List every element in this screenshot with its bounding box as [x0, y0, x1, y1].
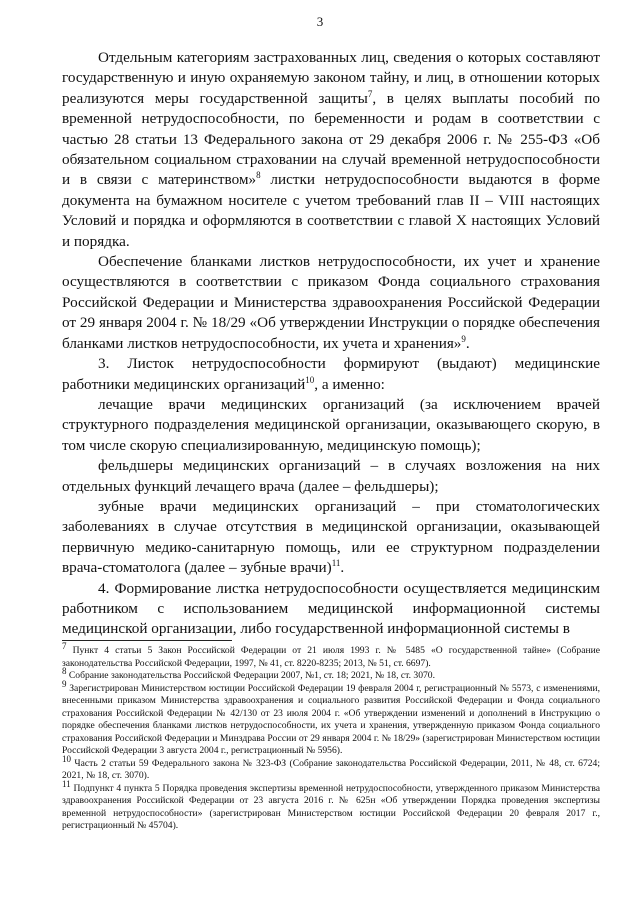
paragraph-text: , в целях выплаты пособий по временной нетрудоспособности, по беременности и родам в соответствии с частью 28 статьи 13 Федерального закона от 29 декабря 2006 г. № 255-ФЗ «Об обязательном социальном страховании на случай временной нетрудоспособности и в связи с материнством»: [62, 89, 600, 189]
footnote-7: [62, 640, 600, 670]
page-number: 3: [316, 14, 324, 29]
footnote-10: [62, 753, 600, 783]
footnote-number: 8: [62, 665, 67, 676]
footnote-text: Зарегистрирован Министерством юстиции Российской Федерации 19 февраля 2004 г, регистрационный № 5573, с изменениями, внесенными приказом Министерства здравоохранения и социального развития Российской Федерации и Фонда социального страхования Российской Федерации № 42/130 от 23 июля 2004 г. «Об утверждении изменений и дополнений в Инструкцию о порядке обеспечения бланками листков нетрудоспособности, их учета и хранения, утвержденную приказом Фонда социального страхования Российской Федерации и Минздрава России от 29 января 2004 г. № 18/29» (зарегистрирован Министерством юстиции Российской Федерации 3 августа 2004 г., регистрационный № 5956).: [62, 682, 600, 756]
footnote-text: Собрание законодательства Российской Федерации 2007, №1, ст. 18; 2021, № 18, ст. 3070.: [66, 670, 435, 681]
footnote-11: [62, 778, 600, 833]
paragraph-text: листки нетрудоспособности выдаются в форме документа на бумажном носителе с учетом требований глав II – VIII настоящих Условий и порядка и оформляются в соответствии с главой X настоящих Условий и порядка.: [62, 171, 600, 250]
footnotes: [62, 640, 600, 833]
footnote-number: 10: [62, 753, 71, 764]
footnote-text: Пункт 4 статьи 5 Закон Российской Федерации от 21 июля 1993 г. № 5485 «О государственной тайне» (Собрание законодательства Российской Федерации, 1997, № 41, ст. 8220-8235; 2013, № 51, ст. 6697).: [62, 645, 600, 669]
paragraph-dentists: [62, 497, 600, 579]
footnote-ref: 11: [331, 558, 341, 569]
paragraph-text: фельдшеры медицинских организаций – в случаях возложения на них отдельных функций лечащего врача (далее – фельдшеры);: [62, 457, 600, 495]
paragraph-text: Отдельным категориям застрахованных лиц, сведения о которых составляют государственную и иную охраняемую законом тайну, и лиц, в отношении которых реализуются меры государственной защиты: [62, 49, 600, 107]
paragraph-text: .: [340, 559, 345, 577]
paragraph-paramedics: [62, 456, 600, 497]
paragraph-text: лечащие врачи медицинских организаций (за исключением врачей структурного подразделения медицинской организации, оказывающего скорую, в том числе скорую специализированную, медицинскую помощь);: [62, 395, 600, 454]
paragraph-item-3: [62, 354, 600, 395]
footnote-text: Подпункт 4 пункта 5 Порядка проведения экспертизы временной нетрудоспособности, утвержденного приказом Министерства здравоохранения Российской Федерации от 23 августа 2016 г. № 625н «Об утверждении Порядка проведения экспертизы временной нетрудоспособности» (зарегистрирован Министерством юстиции Российской Федерации 20 февраля 2017 г., регистрационный № 45704).: [62, 782, 600, 831]
footnote-8: [62, 665, 600, 683]
paragraph-blanks: [62, 252, 600, 354]
footnote-9: [62, 678, 600, 758]
footnote-ref: 10: [305, 374, 315, 385]
paragraph-text: .: [465, 334, 470, 352]
footnote-divider: [62, 640, 232, 641]
footnote-ref: 8: [256, 170, 261, 181]
footnote-ref: 7: [367, 88, 373, 99]
footnote-number: 7: [62, 640, 67, 651]
paragraph-text: , а именно:: [314, 375, 385, 393]
footnote-ref: 9: [461, 333, 466, 344]
paragraph-text: зубные врачи медицинских организаций – при стоматологических заболеваниях в случае отсутствия в медицинской организации, оказывающей первичную медико-санитарную помощь, или ее структурном подразделении врача-стоматолога (далее – зубные врачи): [62, 497, 600, 577]
paragraph-text: Обеспечение бланками листков нетрудоспособности, их учет и хранение осуществляются в соответствии с приказом Фонда социального страхования Российской Федерации и Министерства здравоохранения Российской Федерации от 29 января 2004 г. № 18/29 «Об утверждении Инструкции о порядке обеспечения бланками листков нетрудоспособности, их учета и хранения»: [62, 253, 600, 352]
footnote-number: 9: [62, 678, 67, 689]
footnote-text: Часть 2 статьи 59 Федерального закона № 323-ФЗ (Собрание законодательства Российской Федерации, 2011, № 48, ст. 6724; 2021, № 18, ст. 3070).: [62, 757, 600, 781]
paragraph-text: 4. Формирование листка нетрудоспособности осуществляется медицинским работником с использованием медицинской информационной системы медицинской организации, либо государственной информационной системы в: [62, 579, 600, 638]
paragraph-doctors: [62, 395, 600, 456]
paragraph-text: 3. Листок нетрудоспособности формируют (выдают) медицинские работники медицинских организаций: [62, 355, 600, 393]
footnote-number: 11: [62, 778, 71, 789]
paragraph-categories: [62, 48, 600, 252]
document-body: [62, 48, 600, 640]
paragraph-item-4: [62, 579, 600, 640]
